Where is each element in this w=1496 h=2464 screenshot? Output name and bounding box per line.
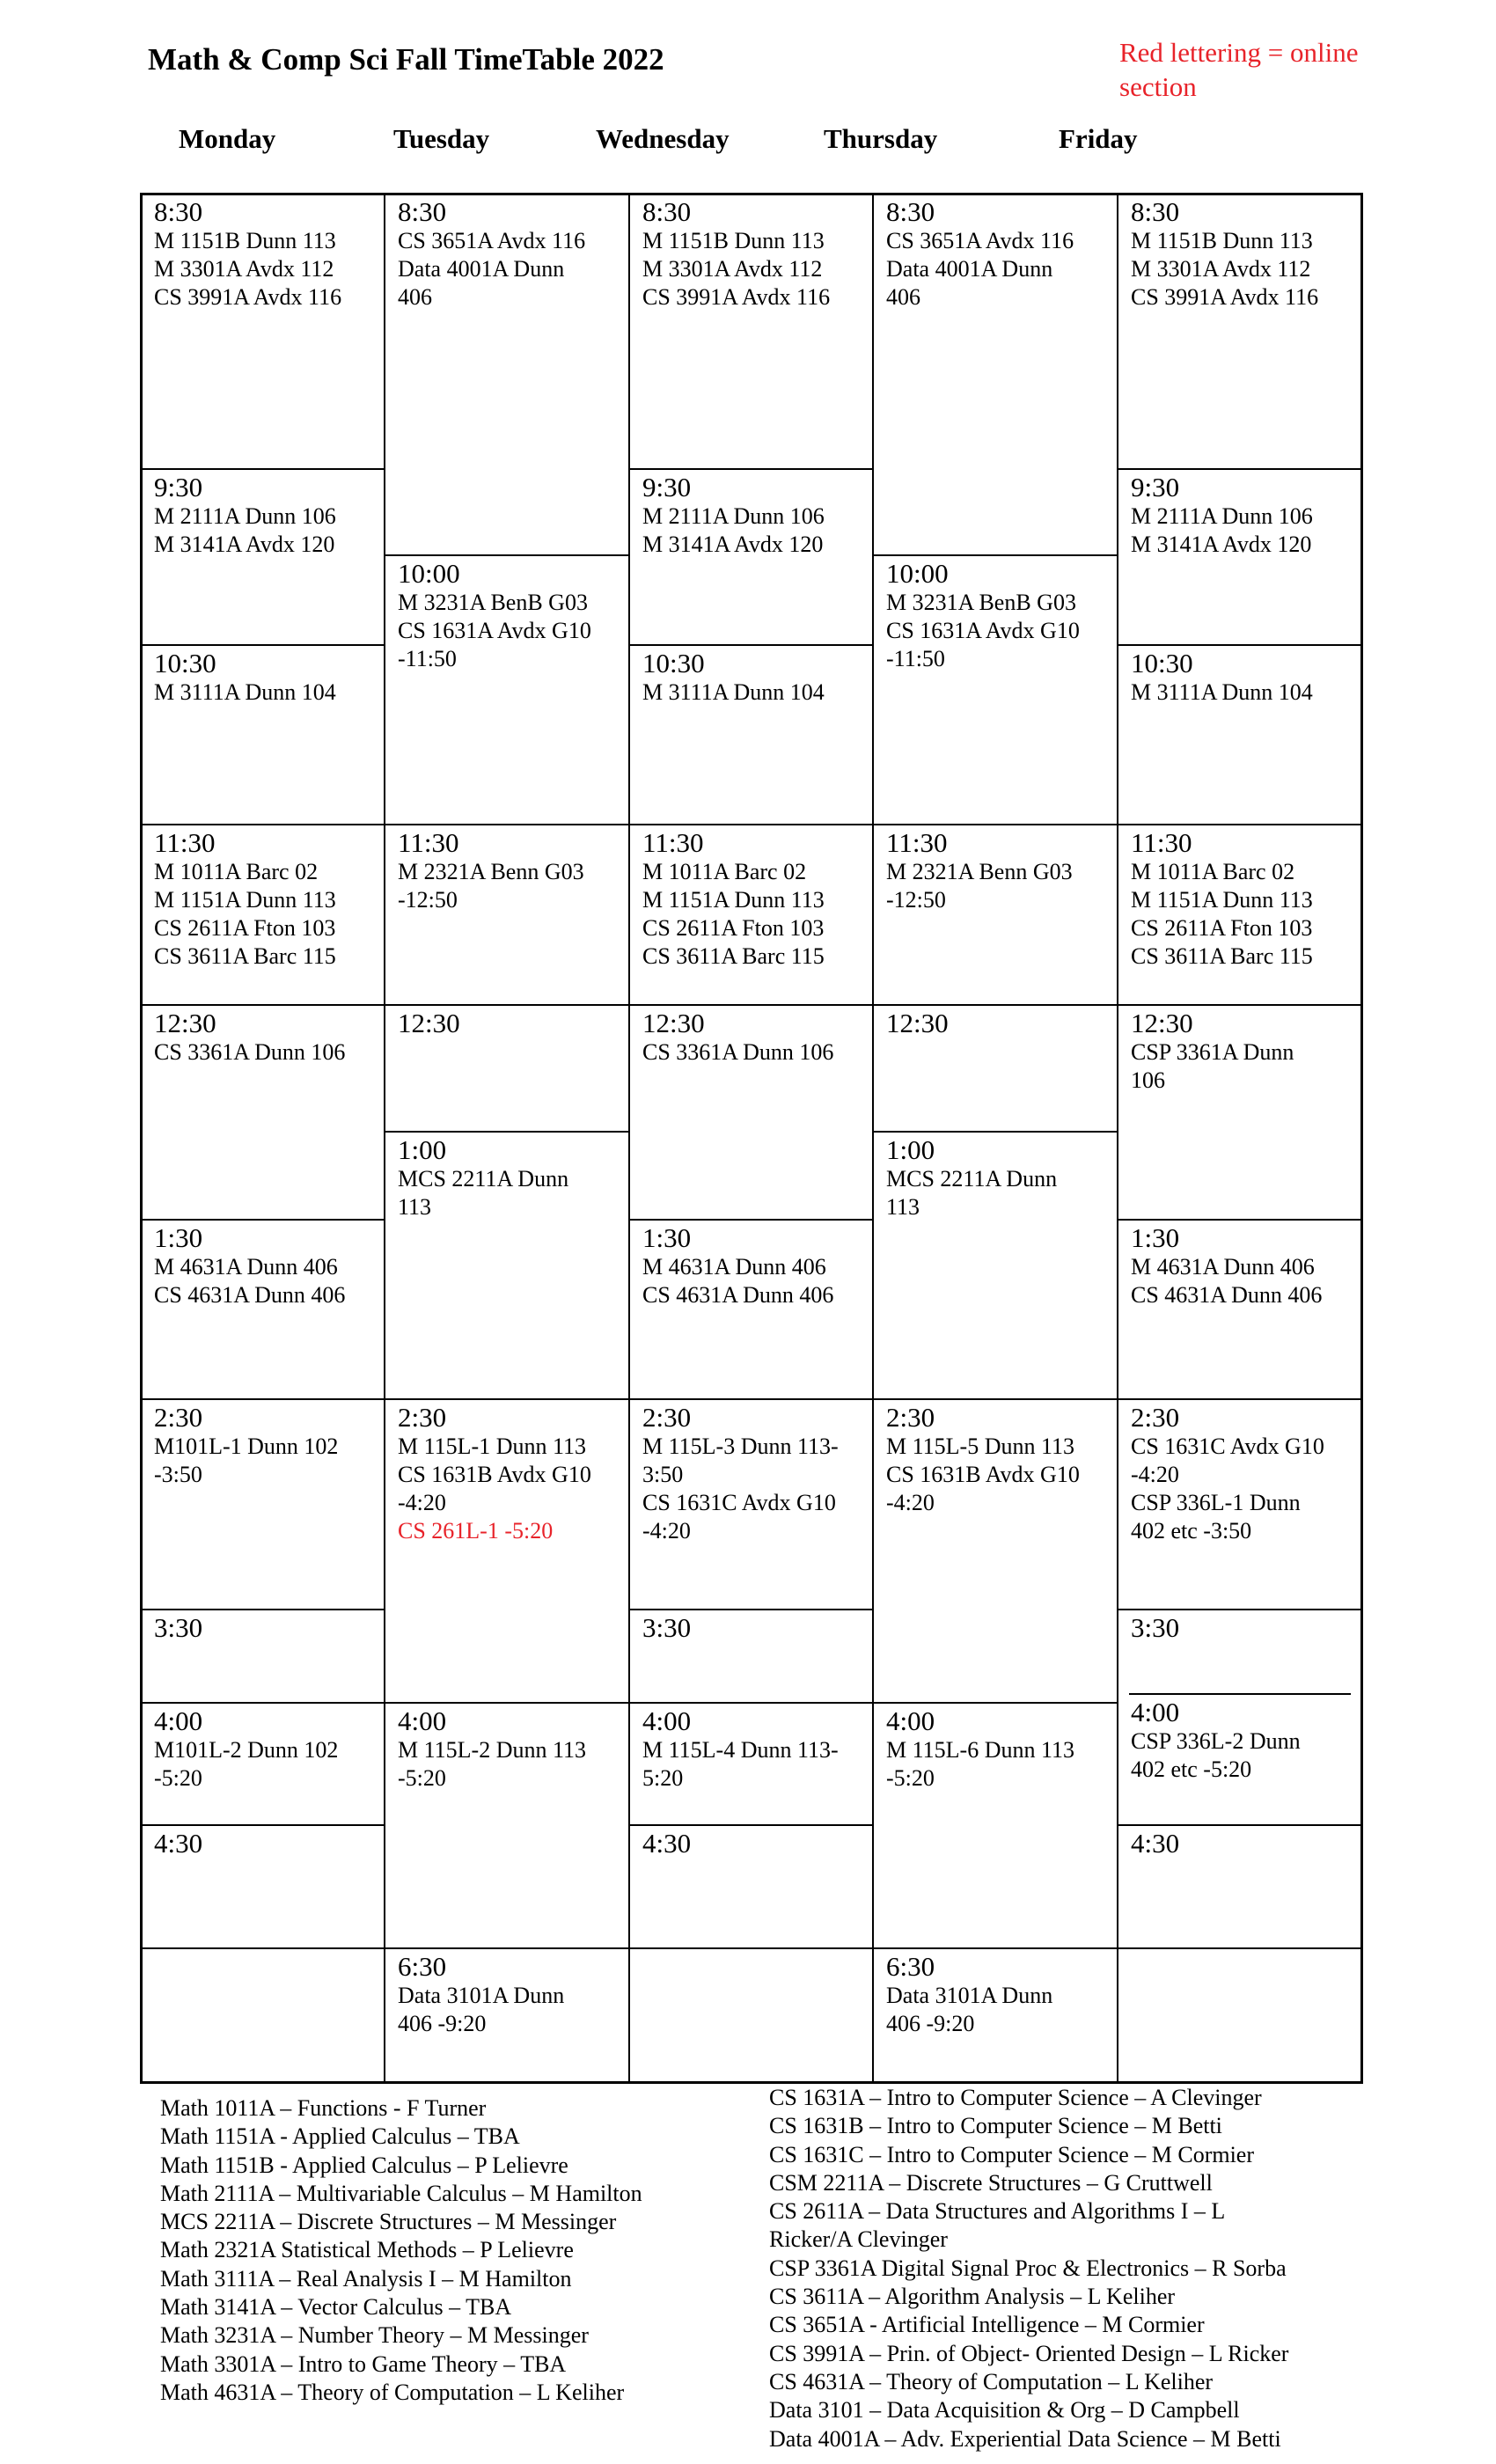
course-entry: Data 3101A Dunn	[886, 1983, 1053, 2008]
course-entry: Data 3101A Dunn	[398, 1983, 565, 2008]
timeslot-time: 1:30	[642, 1222, 692, 1253]
course-entry: M 1011A Barc 02	[1131, 859, 1295, 884]
timeslot-cell-friday	[1118, 1219, 1361, 1398]
legend-cs	[769, 2084, 1288, 2453]
course-entry: 406 -9:20	[886, 2011, 975, 2036]
timeslot-cell-thursday	[874, 1398, 1117, 1702]
timeslot-time: 10:00	[398, 558, 460, 589]
timeslot-cell-friday	[1118, 1004, 1361, 1219]
timeslot-cell-wednesday	[630, 1219, 872, 1398]
course-entry: 113	[886, 1194, 920, 1220]
timeslot-cell-thursday	[874, 1131, 1117, 1398]
timeslot-time: 8:30	[886, 196, 935, 227]
timeslot-cell-wednesday	[630, 1398, 872, 1609]
timeslot-time: 4:00	[1131, 1697, 1180, 1727]
course-entry: M101L-1 Dunn 102	[154, 1434, 339, 1459]
timeslot-time: 11:30	[398, 827, 459, 858]
timeslot-cell-monday	[142, 1398, 384, 1609]
timeslot-time: 12:30	[886, 1008, 949, 1038]
timeslot-cell-tuesday	[385, 194, 628, 554]
course-entry: CSP 336L-2 Dunn	[1131, 1728, 1301, 1754]
course-entry: MCS 2211A Dunn	[398, 1166, 569, 1192]
course-entry: 106	[1131, 1067, 1165, 1093]
timeslot-time: 10:30	[1131, 648, 1193, 678]
course-entry: 406	[398, 284, 432, 310]
course-entry: M101L-2 Dunn 102	[154, 1737, 339, 1763]
timeslot-time: 9:30	[154, 472, 203, 502]
course-entry: M 3301A Avdx 112	[642, 256, 823, 282]
legend-entry: Math 3141A – Vector Calculus – TBA	[160, 2294, 512, 2321]
legend-entry: CS 1631C – Intro to Computer Science – M Cormier	[769, 2141, 1255, 2167]
timeslot-time: 2:30	[154, 1402, 203, 1433]
course-entry: M 2111A Dunn 106	[1131, 503, 1313, 529]
online-section-note: Red lettering = online section	[1119, 37, 1359, 102]
timeslot-time: 11:30	[642, 827, 704, 858]
timeslot-time: 4:00	[398, 1705, 447, 1736]
course-entry: CS 2611A Fton 103	[1131, 915, 1313, 941]
course-entry: -11:50	[398, 646, 457, 671]
course-entry: M 1151B Dunn 113	[642, 228, 825, 253]
timeslot-cell-thursday	[874, 1702, 1117, 1947]
timeslot-cell-wednesday	[630, 1702, 872, 1824]
timeslot-cell-wednesday	[630, 824, 872, 1004]
timeslot-time: 2:30	[886, 1402, 935, 1433]
timeslot-cell-tuesday	[385, 554, 628, 824]
course-entry: M 2111A Dunn 106	[642, 503, 825, 529]
timeslot-cell-friday	[1118, 1947, 1361, 2081]
legend-entry: MCS 2211A – Discrete Structures – M Messinger	[160, 2209, 617, 2235]
timeslot-time: 6:30	[398, 1951, 447, 1982]
course-entry: 402 etc -3:50	[1131, 1518, 1252, 1544]
course-entry: CS 3361A Dunn 106	[154, 1039, 346, 1065]
course-entry: M 1151B Dunn 113	[154, 228, 336, 253]
legend-entry: Data 4001A – Adv. Experiential Data Science – M Betti	[769, 2425, 1281, 2452]
legend-entry: Math 1151B - Applied Calculus – P Lelievre	[160, 2152, 568, 2178]
timeslot-cell-friday	[1118, 1609, 1361, 1693]
timeslot-cell-monday	[142, 468, 384, 644]
timeslot-time: 12:30	[642, 1008, 705, 1038]
timeslot-time: 8:30	[154, 196, 203, 227]
course-entry: -4:20	[1131, 1462, 1179, 1487]
timeslot-cell-tuesday	[385, 824, 628, 1004]
course-entry: M 115L-4 Dunn 113-	[642, 1737, 839, 1763]
course-entry: MCS 2211A Dunn	[886, 1166, 1058, 1192]
timeslot-time: 4:30	[642, 1828, 692, 1859]
course-entry: -4:20	[398, 1490, 446, 1515]
legend-entry: CS 3611A – Algorithm Analysis – L Keliher	[769, 2284, 1176, 2310]
timeslot-cell-monday	[142, 194, 384, 468]
legend-entry: Math 3111A – Real Analysis I – M Hamilton	[160, 2265, 572, 2292]
course-entry: 113	[398, 1194, 432, 1220]
timeslot-time: 8:30	[1131, 196, 1180, 227]
timeslot-cell-monday	[142, 1219, 384, 1398]
course-entry: M 3231A BenB G03	[398, 590, 588, 615]
timeslot-time: 12:30	[154, 1008, 216, 1038]
timeslot-cell-tuesday	[385, 1131, 628, 1398]
timeslot-time: 8:30	[398, 196, 447, 227]
course-entry: CS 2611A Fton 103	[154, 915, 336, 941]
timeslot-cell-monday	[142, 1824, 384, 1947]
timeslot-time: 4:00	[154, 1705, 203, 1736]
course-entry: CS 4631A Dunn 406	[642, 1282, 834, 1308]
course-entry: M 115L-3 Dunn 113-	[642, 1434, 839, 1459]
timeslot-cell-tuesday	[385, 1947, 628, 2081]
course-entry: -5:20	[886, 1765, 935, 1791]
timeslot-time: 12:30	[1131, 1008, 1193, 1038]
course-entry: CS 1631C Avdx G10	[1131, 1434, 1324, 1459]
timeslot-cell-friday	[1118, 468, 1361, 644]
course-entry: M 2111A Dunn 106	[154, 503, 336, 529]
timeslot-cell-wednesday	[630, 1609, 872, 1702]
day-header-monday: Monday	[179, 123, 276, 154]
course-entry: M 1151B Dunn 113	[1131, 228, 1313, 253]
course-entry: M 3111A Dunn 104	[1131, 679, 1313, 705]
course-entry: -11:50	[886, 646, 945, 671]
timeslot-cell-monday	[142, 1609, 384, 1702]
timeslot-cell-friday	[1129, 1693, 1351, 1824]
day-header-wednesday: Wednesday	[596, 123, 730, 154]
legend-entry: Math 3231A – Number Theory – M Messinger	[160, 2322, 589, 2349]
page-title: Math & Comp Sci Fall TimeTable 2022	[148, 42, 664, 77]
course-entry: CS 4631A Dunn 406	[154, 1282, 346, 1308]
timeslot-time: 1:00	[886, 1134, 935, 1165]
timeslot-cell-wednesday	[630, 644, 872, 824]
legend-entry: Math 3301A – Intro to Game Theory – TBA	[160, 2350, 567, 2377]
course-entry: M 1011A Barc 02	[154, 859, 319, 884]
timeslot-cell-thursday	[874, 824, 1117, 1004]
timeslot-cell-friday	[1118, 1398, 1361, 1609]
course-entry: -5:20	[154, 1765, 202, 1791]
legend-math	[160, 2094, 642, 2407]
legend-entry: CSM 2211A – Discrete Structures – G Cruttwell	[769, 2169, 1213, 2196]
timeslot-cell-tuesday	[385, 1004, 628, 1131]
course-entry: M 3301A Avdx 112	[1131, 256, 1311, 282]
timeslot-cell-thursday	[874, 1947, 1117, 2081]
legend-entry: Ricker/A Clevinger	[769, 2226, 948, 2253]
day-header-tuesday: Tuesday	[393, 123, 490, 154]
course-entry: 402 etc -5:20	[1131, 1756, 1252, 1782]
timeslot-cell-wednesday	[630, 468, 872, 644]
timeslot-cell-thursday	[874, 1004, 1117, 1131]
legend-entry: Math 1151A - Applied Calculus – TBA	[160, 2123, 520, 2150]
timeslot-time: 11:30	[154, 827, 216, 858]
legend-entry: CS 1631B – Intro to Computer Science – M Betti	[769, 2113, 1222, 2139]
timeslot-time: 1:30	[154, 1222, 203, 1253]
course-entry: M 2321A Benn G03	[398, 859, 584, 884]
timeslot-cell-monday	[142, 1947, 384, 2081]
course-entry: CS 1631C Avdx G10	[642, 1490, 836, 1515]
course-entry: M 1151A Dunn 113	[154, 887, 336, 913]
course-entry: -5:20	[398, 1765, 446, 1791]
course-entry: M 3141A Avdx 120	[642, 532, 824, 557]
timeslot-time: 3:30	[1131, 1612, 1180, 1643]
legend-entry: Data 3101 – Data Acquisition & Org – D Campbell	[769, 2397, 1240, 2424]
legend-entry: CSP 3361A Digital Signal Proc & Electronics – R Sorba	[769, 2255, 1287, 2281]
legend-entry: CS 3651A - Artificial Intelligence – M Cormier	[769, 2312, 1205, 2338]
course-entry: M 3141A Avdx 120	[1131, 532, 1312, 557]
course-entry: CS 2611A Fton 103	[642, 915, 825, 941]
course-entry: CS 1631A Avdx G10	[886, 618, 1080, 643]
course-entry: CS 1631A Avdx G10	[398, 618, 591, 643]
course-entry: -3:50	[154, 1462, 202, 1487]
timeslot-cell-friday	[1118, 194, 1361, 468]
legend-entry: CS 4631A – Theory of Computation – L Keliher	[769, 2368, 1214, 2394]
course-entry: M 115L-1 Dunn 113	[398, 1434, 587, 1459]
timeslot-cell-tuesday	[385, 1398, 628, 1702]
timeslot-cell-monday	[142, 644, 384, 824]
course-entry: CS 3651A Avdx 116	[398, 228, 586, 253]
timeslot-time: 4:30	[154, 1828, 203, 1859]
course-entry: CS 3991A Avdx 116	[1131, 284, 1319, 310]
timeslot-time: 2:30	[398, 1402, 447, 1433]
course-entry: -4:20	[642, 1518, 691, 1544]
course-entry: M 1151A Dunn 113	[642, 887, 825, 913]
course-entry: M 3111A Dunn 104	[642, 679, 825, 705]
timeslot-time: 3:30	[154, 1612, 203, 1643]
legend-entry: CS 3991A – Prin. of Object- Oriented Design – L Ricker	[769, 2340, 1289, 2366]
legend-entry: Math 2321A Statistical Methods – P Lelievre	[160, 2237, 574, 2263]
timeslot-cell-wednesday	[630, 194, 872, 468]
timeslot-time: 9:30	[1131, 472, 1180, 502]
course-entry: CS 3611A Barc 115	[1131, 943, 1313, 969]
course-entry: CS 1631B Avdx G10	[886, 1462, 1080, 1487]
course-entry: CS 3611A Barc 115	[154, 943, 336, 969]
course-entry: 3:50	[642, 1462, 684, 1487]
timeslot-cell-monday	[142, 824, 384, 1004]
day-header-friday: Friday	[1059, 123, 1138, 154]
course-entry: M 115L-6 Dunn 113	[886, 1737, 1075, 1763]
course-entry: 5:20	[642, 1765, 684, 1791]
day-header-thursday: Thursday	[824, 123, 938, 154]
timeslot-time: 3:30	[642, 1612, 692, 1643]
course-entry: CS 3991A Avdx 116	[642, 284, 831, 310]
course-entry: -12:50	[886, 887, 946, 913]
course-entry: CS 3991A Avdx 116	[154, 284, 342, 310]
timeslot-time: 4:00	[642, 1705, 692, 1736]
course-entry: CSP 3361A Dunn	[1131, 1039, 1294, 1065]
timeslot-time: 4:30	[1131, 1828, 1180, 1859]
course-entry: M 3111A Dunn 104	[154, 679, 336, 705]
course-entry: Data 4001A Dunn	[398, 256, 565, 282]
course-entry: -12:50	[398, 887, 458, 913]
timeslot-time: 12:30	[398, 1008, 460, 1038]
timeslot-time: 1:00	[398, 1134, 447, 1165]
legend-entry: Math 4631A – Theory of Computation – L Keliher	[160, 2379, 625, 2405]
course-entry: M 1151A Dunn 113	[1131, 887, 1313, 913]
course-entry: M 3231A BenB G03	[886, 590, 1076, 615]
timeslot-cell-friday	[1118, 824, 1361, 1004]
course-entry: M 115L-2 Dunn 113	[398, 1737, 587, 1763]
course-entry: CS 3611A Barc 115	[642, 943, 825, 969]
timeslot-time: 2:30	[642, 1402, 692, 1433]
timeslot-cell-monday	[142, 1702, 384, 1824]
timeslot-cell-thursday	[874, 194, 1117, 554]
course-entry: Data 4001A Dunn	[886, 256, 1053, 282]
course-entry: -4:20	[886, 1490, 935, 1515]
course-entry: M 4631A Dunn 406	[642, 1254, 826, 1280]
legend-entry: CS 2611A – Data Structures and Algorithms I – L	[769, 2198, 1226, 2225]
timeslot-cell-thursday	[874, 554, 1117, 824]
course-entry: CS 4631A Dunn 406	[1131, 1282, 1323, 1308]
online-course-entry: CS 261L-1 -5:20	[398, 1518, 554, 1544]
legend-entry: Math 2111A – Multivariable Calculus – M Hamilton	[160, 2180, 642, 2206]
timeslot-time: 6:30	[886, 1951, 935, 1982]
course-entry: M 3141A Avdx 120	[154, 532, 335, 557]
course-entry: M 2321A Benn G03	[886, 859, 1073, 884]
timeslot-cell-wednesday	[630, 1947, 872, 2081]
timeslot-time: 4:00	[886, 1705, 935, 1736]
course-entry: M 115L-5 Dunn 113	[886, 1434, 1075, 1459]
course-entry: CSP 336L-1 Dunn	[1131, 1490, 1301, 1515]
timeslot-cell-monday	[142, 1004, 384, 1219]
course-entry: CS 3651A Avdx 116	[886, 228, 1074, 253]
timeslot-time: 9:30	[642, 472, 692, 502]
legend-entry: Math 1011A – Functions - F Turner	[160, 2095, 487, 2121]
course-entry: 406	[886, 284, 920, 310]
course-entry: M 4631A Dunn 406	[154, 1254, 338, 1280]
course-entry: CS 3361A Dunn 106	[642, 1039, 834, 1065]
timeslot-time: 8:30	[642, 196, 692, 227]
timeslot-time: 10:00	[886, 558, 949, 589]
timeslot-cell-wednesday	[630, 1004, 872, 1219]
timeslot-time: 2:30	[1131, 1402, 1180, 1433]
legend-entry: CS 1631A – Intro to Computer Science – A Clevinger	[769, 2085, 1262, 2110]
timeslot-time: 1:30	[1131, 1222, 1180, 1253]
timeslot-cell-wednesday	[630, 1824, 872, 1947]
timeslot-cell-friday	[1118, 644, 1361, 824]
timeslot-time: 11:30	[1131, 827, 1192, 858]
course-entry: M 1011A Barc 02	[642, 859, 807, 884]
timeslot-cell-friday	[1118, 1824, 1361, 1947]
timeslot-time: 11:30	[886, 827, 948, 858]
course-entry: M 4631A Dunn 406	[1131, 1254, 1315, 1280]
timeslot-time: 10:30	[154, 648, 216, 678]
timeslot-cell-tuesday	[385, 1702, 628, 1947]
timeslot-time: 10:30	[642, 648, 705, 678]
course-entry: 406 -9:20	[398, 2011, 487, 2036]
course-entry: M 3301A Avdx 112	[154, 256, 334, 282]
course-entry: CS 1631B Avdx G10	[398, 1462, 591, 1487]
